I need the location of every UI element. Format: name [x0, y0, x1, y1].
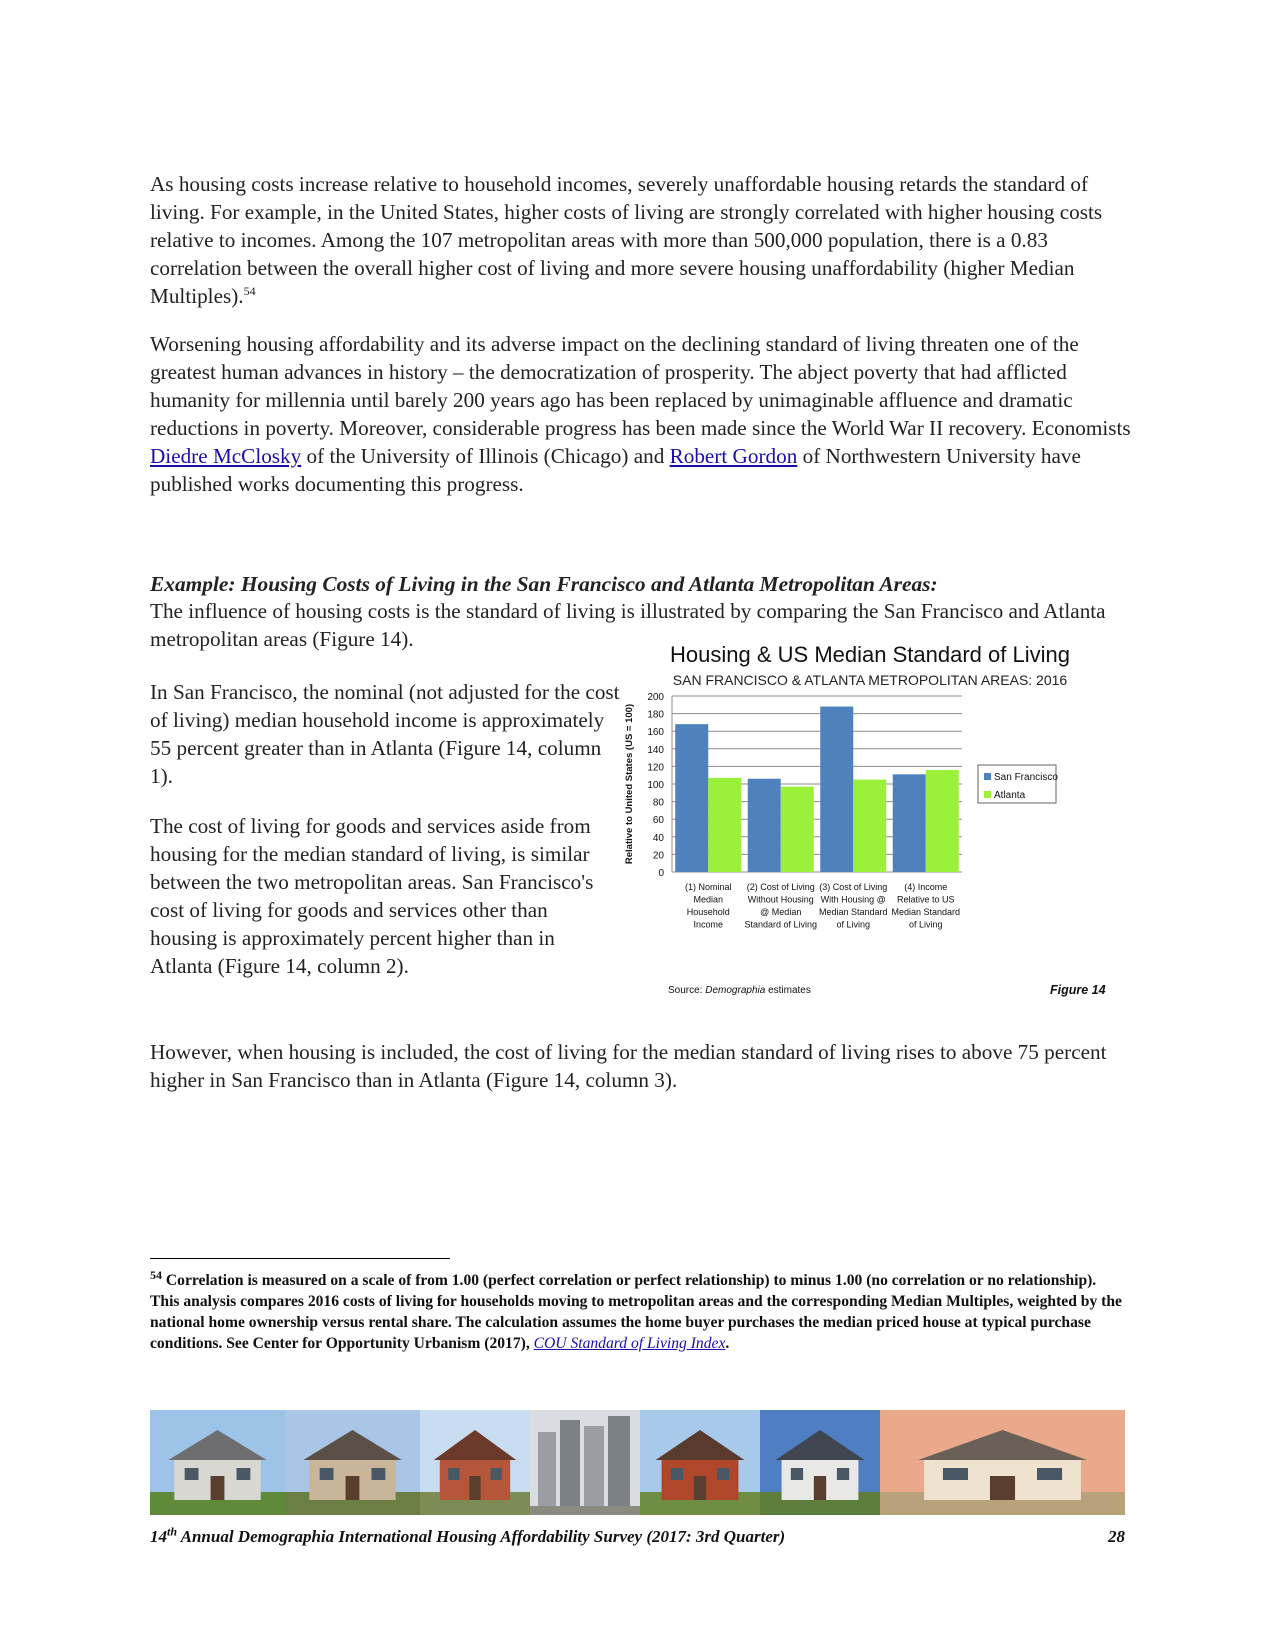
- page-number: 28: [1108, 1527, 1125, 1546]
- footer-edition: 14: [150, 1527, 167, 1546]
- cou-index-link[interactable]: COU Standard of Living Index: [533, 1335, 726, 1352]
- source-prefix: Source:: [668, 985, 706, 996]
- y-tick-label: 180: [647, 709, 664, 721]
- housing-paragraph: However, when housing is included, the cost of living for the median standard of living rises to above 75 percent higher in San Francisco than in Atlanta (Figure 14, column 3).: [150, 1040, 1107, 1092]
- y-tick-label: 200: [647, 692, 664, 703]
- footnote: [150, 1267, 1125, 1354]
- photo-house-2: [285, 1410, 420, 1515]
- x-tick-label: Household: [686, 907, 730, 917]
- legend-label: Atlanta: [994, 790, 1026, 801]
- x-tick-label: (3) Cost of Living: [819, 882, 888, 892]
- chart-source: [668, 985, 811, 996]
- y-tick-label: 120: [647, 762, 664, 774]
- prosperity-paragraph: [150, 330, 1135, 498]
- footnote-number: 54: [150, 1267, 162, 1282]
- y-tick-label: 140: [647, 744, 664, 756]
- x-tick-label: of Living: [836, 919, 871, 930]
- x-tick-label: Without Housing: [747, 894, 814, 905]
- chart-subtitle: SAN FRANCISCO & ATLANTA METROPOLITAN AREAS: 2016: [672, 672, 1068, 688]
- footnote-end: .: [725, 1335, 730, 1352]
- x-tick-label: @ Median: [760, 907, 802, 917]
- y-axis-label: Relative to United States (US = 100): [624, 703, 635, 865]
- footnote-divider: [150, 1258, 450, 1259]
- bar-atlanta: [708, 778, 741, 872]
- x-tick-label: of Living: [908, 919, 943, 930]
- figure-label: Figure 14: [1050, 983, 1106, 997]
- y-tick-label: 0: [658, 868, 664, 879]
- photo-house-6: [760, 1410, 880, 1515]
- photo-house-5: [640, 1410, 760, 1515]
- footer-edition-suffix: th: [167, 1524, 178, 1539]
- footer-title: Annual Demographia International Housing Affordability Survey (2017: 3rd Quarter): [177, 1527, 786, 1546]
- comparison-paragraph: The influence of housing costs is the standard of living is illustrated by comparing the San Francisco and Atlanta metropolitan areas (Figure 14).: [150, 599, 1106, 651]
- bar-san-francisco: [820, 707, 853, 872]
- intro-text: As housing costs increase relative to household incomes, severely unaffordable housing retards the standard of living. For example, in the United States, higher costs of living are strongly correlated with higher housing costs relative to incomes. Among the 107 metropolitan areas with more than 500,000 population, there is a 0.83 correlation between the overall higher cost of living and more severe housing unaffordability (higher Median Multiples).: [150, 172, 1103, 308]
- legend-label: San Francisco: [994, 772, 1058, 783]
- y-tick-label: 40: [652, 832, 664, 844]
- prosperity-text-1: Worsening housing affordability and its adverse impact on the declining standard of living threaten one of the greatest human advances in history – the democratization of prosperity. The abject poverty that had afflicted humanity for millennia until barely 200 years ago has been replaced by unimaginable affluence and dramatic reductions in poverty. Moreover, considerable progress has been made since the World War II recovery. Economists: [150, 332, 1131, 440]
- y-tick-label: 20: [652, 850, 664, 862]
- x-tick-label: With Housing @: [820, 894, 886, 905]
- bar-san-francisco: [748, 779, 781, 872]
- bar-san-francisco: [893, 774, 926, 872]
- photo-house-7: [880, 1410, 1125, 1515]
- chart-title: Housing & US Median Standard of Living: [670, 642, 1070, 667]
- gordon-link[interactable]: Robert Gordon: [669, 444, 798, 468]
- x-tick-label: Standard of Living: [744, 919, 818, 930]
- footnote-ref[interactable]: 54: [243, 283, 256, 298]
- x-tick-label: Median Standard: [891, 907, 961, 917]
- bar-atlanta: [853, 780, 886, 872]
- x-tick-label: Income: [693, 919, 724, 930]
- prosperity-text-2: of the University of Illinois (Chicago) and: [301, 444, 670, 468]
- bar-san-francisco: [675, 724, 708, 872]
- photo-house-1: [150, 1410, 285, 1515]
- bar-atlanta: [781, 787, 814, 872]
- mcclosky-link[interactable]: Diedre McClosky: [150, 444, 302, 468]
- source-name: Demographia: [705, 985, 766, 996]
- x-tick-label: (4) Income: [904, 882, 948, 892]
- x-tick-label: Median Standard: [818, 907, 888, 917]
- bar-atlanta: [926, 770, 959, 872]
- source-suffix: estimates: [765, 985, 811, 996]
- house-photo-strip: [150, 1410, 1125, 1515]
- y-tick-label: 80: [652, 797, 664, 809]
- y-tick-label: 60: [652, 815, 664, 827]
- legend-swatch: [984, 773, 991, 780]
- income-paragraph: In San Francisco, the nominal (not adjusted for the cost of living) median household income is approximately 55 percent greater than in Atlanta (Figure 14, column 1).: [150, 680, 620, 788]
- y-tick-label: 100: [647, 780, 664, 791]
- x-tick-label: Median: [693, 894, 724, 905]
- footnote-text: Correlation is measured on a scale of from 1.00 (perfect correlation or perfect relationship) to minus 1.00 (no correlation or no relationship). This analysis compares 2016 costs of living for households moving to metropolitan areas and the corresponding Median Multiples, weighted by the national home ownership versus rental share. The calculation assumes the home buyer purchases the median priced house at typical purchase conditions. See Center for Opportunity Urbanism (2017),: [150, 1272, 1122, 1352]
- photo-house-3: [420, 1410, 530, 1515]
- x-tick-label: (1) Nominal: [684, 882, 732, 892]
- x-tick-label: Relative to US: [896, 894, 955, 905]
- photo-towers: [530, 1410, 640, 1515]
- legend-swatch: [984, 791, 991, 798]
- intro-paragraph: [150, 170, 1135, 310]
- prosperity-text-3: of Northwestern University have published works documenting this progress.: [150, 444, 1081, 496]
- section-heading: Example: Housing Costs of Living in the San Francisco and Atlanta Metropolitan Areas:: [150, 572, 938, 596]
- page-footer: [150, 1524, 1125, 1547]
- cost-paragraph: The cost of living for goods and services aside from housing for the median standard of living, is similar between the two metropolitan areas. San Francisco's cost of living for goods and services other than housing is approximately percent higher than in Atlanta (Figure 14, column 2).: [150, 814, 594, 978]
- y-tick-label: 160: [647, 727, 664, 739]
- bar-chart: [620, 690, 1120, 990]
- x-tick-label: (2) Cost of Living: [746, 882, 815, 892]
